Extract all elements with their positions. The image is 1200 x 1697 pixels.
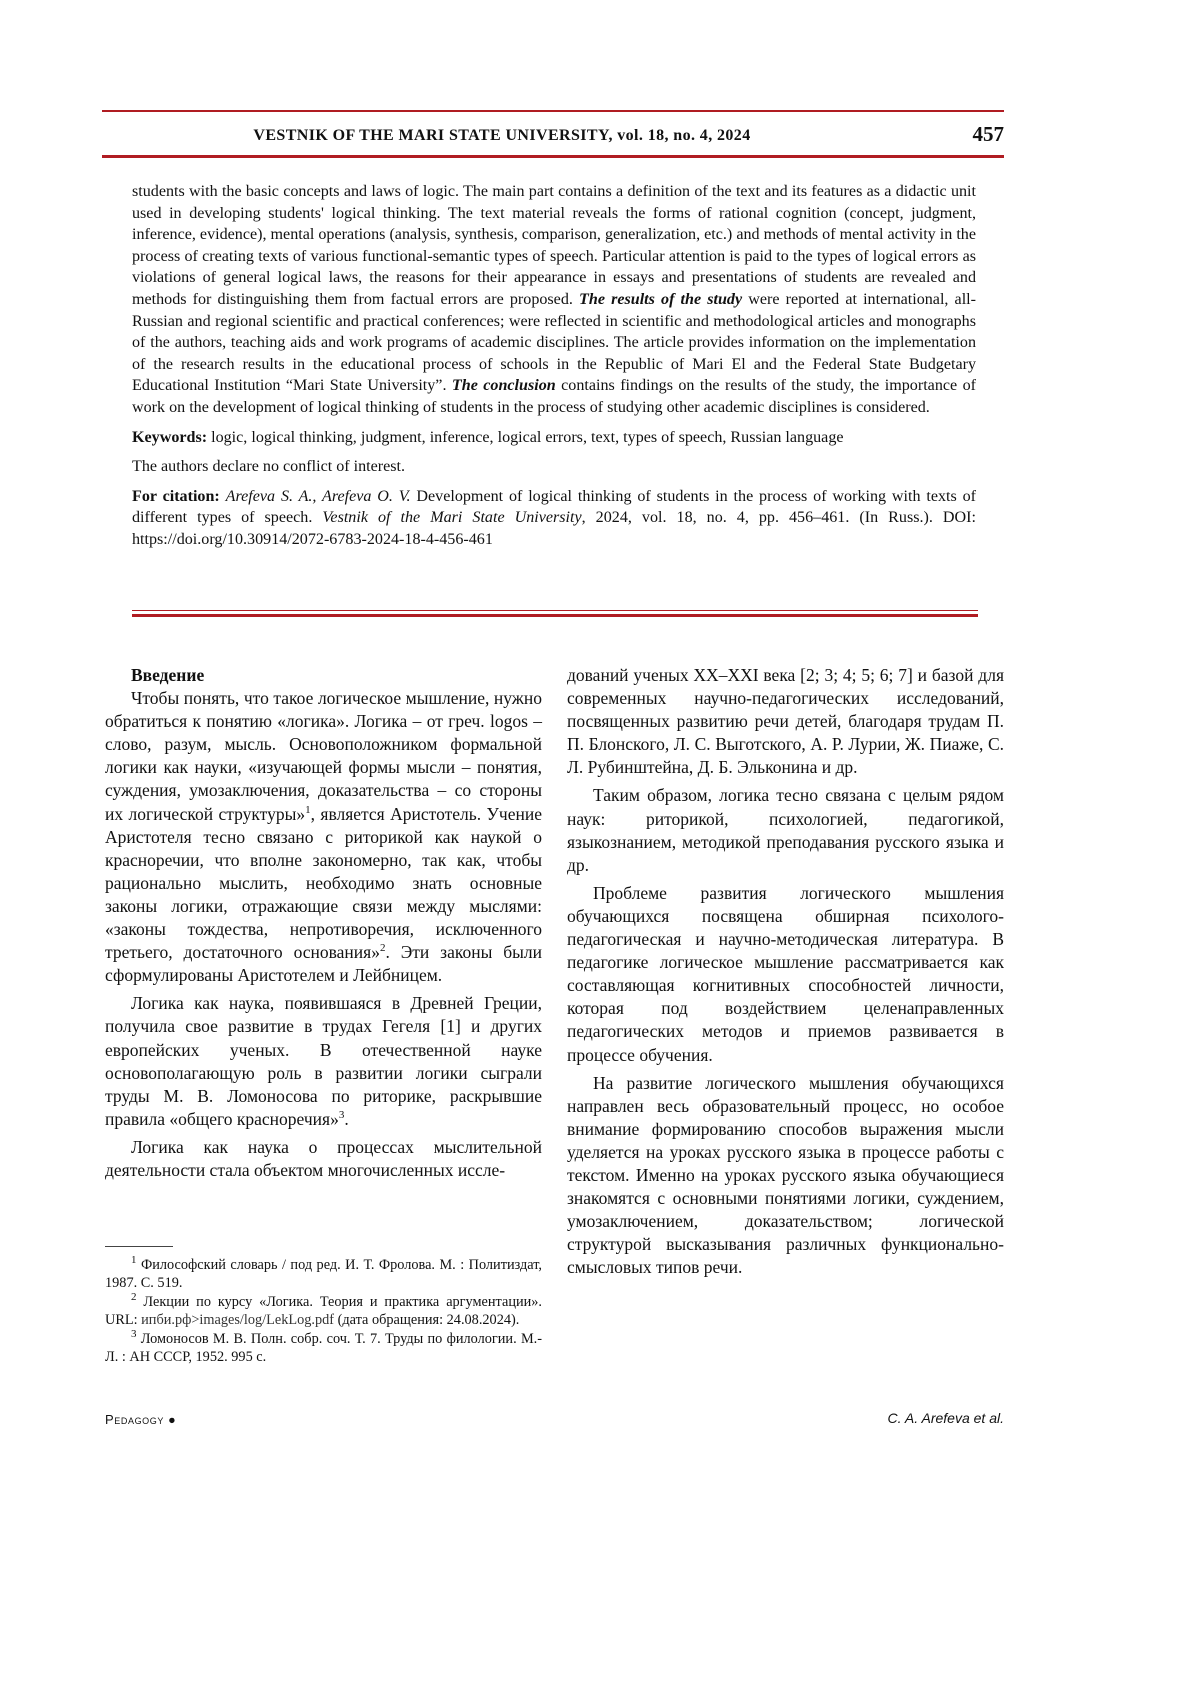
footnote-rule <box>105 1246 173 1247</box>
paragraph: Логика как наука о процессах мыслительной деятельности стала объектом многочисленных иссле- <box>105 1136 542 1180</box>
paragraph: Логика как наука, появившаяся в Древней Греции, получила свое развитие в трудах Гегеля [1] и других европейских ученых. В отечественной науке основополагающую роль в развитии логики сыграли труды М. В. Ломоносова по риторике, раскрывшие правила «общего красноречия»$^3$. <box>105 993 542 1129</box>
footnote-2: $^2$ Лекции по курсу «Логика. Теория и практика аргументации». URL: ипби.рф>images/log/LekLog.pdf (дата обращения: 24.08.2024). <box>105 1291 542 1329</box>
conclusion-label: The conclusion <box>451 377 556 395</box>
paragraph: Проблеме развития логического мышления обучающихся посвящена обширная психолого-педагогическая и научно-методическая литература. В педагогике логическое мышление рассматривается как составляющая когнитивных способностей личности, которая под воздействием целенаправленных педагогических методов и приемов развивается в процессе обучения. <box>567 882 1004 1065</box>
abstract-block <box>132 181 976 551</box>
footer-section-label: Pedagogy <box>105 1412 164 1427</box>
journal-running-title: VESTNIK OF THE MARI STATE UNIVERSITY, vol. 18, no. 4, 2024 <box>253 127 751 144</box>
right-column <box>567 664 1004 1279</box>
abstract-separator-thick <box>132 614 978 617</box>
keywords <box>132 427 976 449</box>
footnote-3: $^3$ Ломоносов М. В. Полн. собр. соч. Т. 7. Труды по филологии. М.-Л. : АН СССР, 1952. 995 с. <box>105 1327 542 1366</box>
paragraph: Таким образом, логика тесно связана с целым рядом наук: риторикой, психологией, педагогикой, языкознанием, методикой преподавания русского языка и др. <box>567 785 1004 875</box>
citation: For citation: Arefeva S. A., Arefeva O. V. Development of logical thinking of students in the process of working with texts of different types of speech. Vestnik of the Mari State University, 2024, vol. 18, no. 4, pp. 456–461. (In Russ.). DOI: https://doi.org/10.30914/2072-6783-2024-18-4-456-461 <box>132 487 977 548</box>
citation-label: For citation: <box>132 487 220 505</box>
footnote-ref[interactable]: 1 <box>305 803 311 816</box>
page-number: 457 <box>972 122 1004 146</box>
abstract-separator-thin <box>132 610 978 611</box>
footnote-1: $^1$ Философский словарь / под ред. И. Т. Фролова. М. : Политиздат, 1987. С. 519. <box>105 1254 542 1292</box>
bullet-icon: ● <box>168 1413 177 1427</box>
keywords-label: Keywords: <box>132 428 208 446</box>
header-rule-bottom <box>102 155 1004 158</box>
citation-journal: Vestnik of the Mari State University <box>322 509 582 527</box>
footer-authors: C. A. Arefeva et al. <box>887 1410 1004 1426</box>
left-column <box>105 664 542 1182</box>
paragraph: дований ученых XX–XXI века [2; 3; 4; 5; 6; 7] и базой для современных научно-педагогических исследований, посвященных развитию речи детей, благодаря трудам П. П. Блонского, Л. С. Выготского, А. Р. Лурии, Ж. Пиаже, С. Л. Рубинштейна, Д. Б. Эльконина и др. <box>567 665 1004 778</box>
citation-authors: Arefeva S. A., Arefeva O. V. <box>225 487 411 505</box>
abstract-text: students with the basic concepts and laws of logic. The main part contains a definition of the text and its features as a didactic unit used in developing students' logical thinking. The text material reveals the forms of rational cognition (concept, judgment, inference, evidence), mental operations (analysis, synthesis, comparison, generalization, etc.) and methods of mental activity in the process of creating texts of various functional-semantic types of speech. Particular attention is paid to the types of logical errors as violations of general logical laws, the reasons for their appearance in essays and presentations of students are revealed and methods for distinguishing them from factual errors are proposed. The results of the study were reported at international, all-Russian and regional scientific and practical conferences; were reflected in scientific and methodological articles and monographs of the authors, teaching aids and work programs of academic disciplines. The article provides information on the implementation of the research results in the educational process of schools in the Republic of Mari El and the Federal State Budgetary Educational Institution “Mari State University”. The conclusion contains findings on the results of the study, the importance of work on the development of logical thinking of students in the process of studying other academic disciplines is considered. <box>132 183 977 416</box>
keywords-text: logic, logical thinking, judgment, inference, logical errors, text, types of speech, Russian language <box>207 428 844 446</box>
citation-doi: , 2024, vol. 18, no. 4, pp. 456–461. (In Russ.). DOI: https://doi.org/10.30914/2072-6783-2024-18-4-456-461 <box>132 509 976 548</box>
footnotes <box>105 1256 542 1366</box>
footnote-url-link[interactable]: ипби.рф>images/log/LekLog.pdf <box>141 1312 335 1329</box>
footnote-ref[interactable]: 2 <box>379 942 386 955</box>
footer-section <box>105 1412 176 1427</box>
paragraph: Чтобы понять, что такое логическое мышление, нужно обратиться к понятию «логика». Логика – от греч. logos – слово, разум, мысль. Основоположником формальной логики как науки, «изучающей формы мысли – понятия, суждения, умозаключения, доказательства – со стороны их логической структуры»$^1$, является Аристотель. Учение Аристотеля тесно связано с риторикой как наукой о красноречии, что вполне закономерно, так как, чтобы рационально мыслить, необходимо знать основные законы логики, отражающие связи между мыслями: «законы тождества, непротиворечия, исключенного третьего, достаточного основания»$^2$. Эти законы были сформулированы Аристотелем и Лейбницем. <box>105 688 542 986</box>
footnote-ref[interactable]: 3 <box>338 1108 345 1121</box>
conflict-statement: The authors declare no conflict of interest. <box>132 458 406 476</box>
paragraph: На развитие логического мышления обучающихся направлен весь образовательный процесс, но особое внимание формированию способов выражения мысли уделяется на уроках русского языка в процессе работы с текстом. Именно на уроках русского языка обучающиеся знакомятся с основными понятиями логики, суждением, умозаключением, доказательством; логической структурой высказывания различных функционально-смысловых типов речи. <box>567 1072 1004 1278</box>
header-rule-top <box>102 110 1004 112</box>
section-heading-introduction: Введение <box>131 665 205 685</box>
results-label: The results of the study <box>579 290 743 308</box>
